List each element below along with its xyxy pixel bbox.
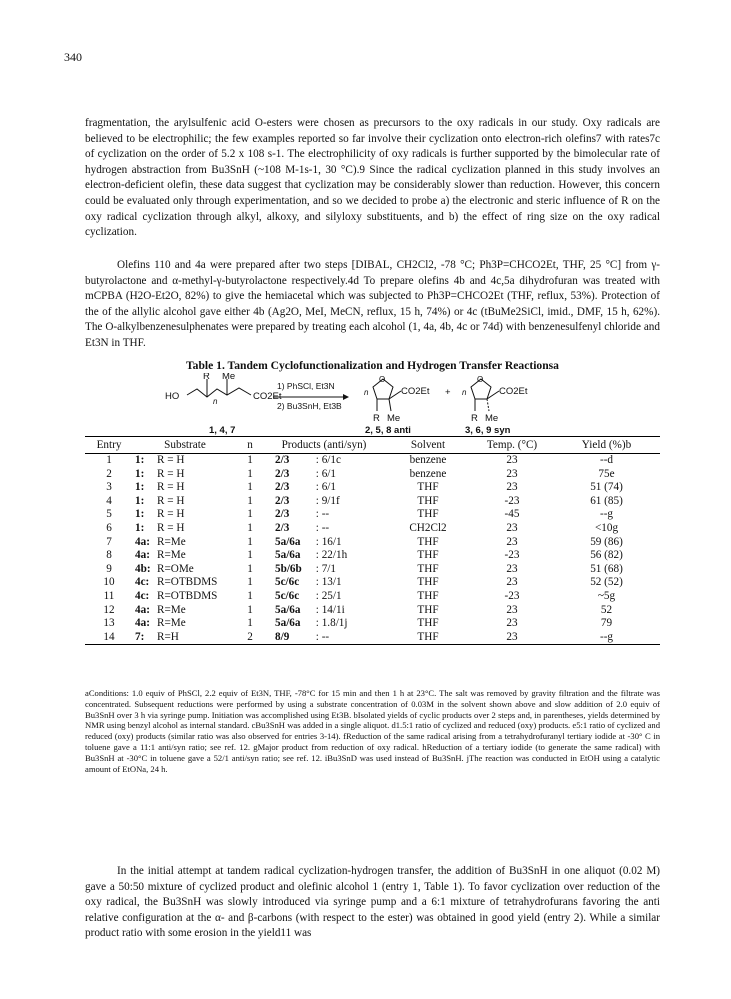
product-pair: 5a/6a — [275, 549, 301, 562]
cell-temp: 23 — [506, 562, 518, 575]
cell-entry: 8 — [106, 549, 112, 562]
cell-yield: --g — [553, 631, 660, 645]
syn-compounds-label: 3, 6, 9 syn — [465, 425, 511, 435]
table-row — [85, 576, 660, 590]
product-pair: 2/3 — [275, 521, 290, 534]
cell-substrate — [133, 576, 237, 590]
product-pair: 2/3 — [275, 467, 290, 480]
product-pair: 5c/6c — [275, 576, 300, 589]
cell-n: 1 — [247, 617, 253, 630]
cell-products — [263, 617, 385, 631]
cell-temp: -23 — [504, 549, 520, 562]
plus-sign: + — [445, 387, 451, 398]
cell-products — [263, 590, 385, 604]
substrate-r: R = H — [157, 481, 185, 494]
cell-substrate — [133, 631, 237, 645]
cell-n: 1 — [247, 454, 253, 466]
col-substrate: Substrate — [133, 437, 237, 454]
product-sep: : — [313, 562, 322, 575]
cell-solvent: CH2Cl2 — [409, 521, 447, 534]
col-n: n — [237, 437, 263, 454]
substrate-r: R=Me — [157, 617, 186, 630]
product-pair: 8/9 — [275, 630, 290, 643]
cell-solvent: THF — [417, 549, 439, 562]
substrate-id: 1: — [135, 467, 145, 480]
product-pair: 5a/6a — [275, 535, 301, 548]
table-row — [85, 549, 660, 563]
cell-products — [263, 631, 385, 645]
cell-entry: 9 — [106, 562, 112, 575]
cell-products — [263, 481, 385, 495]
cell-n: 1 — [247, 589, 253, 602]
anti-me-label: Me — [387, 413, 401, 424]
cell-yield: 59 (86) — [590, 535, 623, 548]
product-sep: : — [313, 481, 322, 494]
cell-entry: 2 — [106, 467, 112, 480]
cell-products — [263, 536, 385, 550]
cell-substrate — [133, 617, 237, 631]
col-entry: Entry — [85, 437, 133, 454]
cell-entry: 7 — [106, 535, 112, 548]
product-sep: : — [313, 589, 322, 602]
cell-yield: 61 (85) — [590, 494, 623, 507]
col-yield: Yield (%)b — [553, 437, 660, 454]
cell-products — [263, 576, 385, 590]
cell-entry: 5 — [106, 508, 112, 521]
ho-label: HO — [165, 391, 180, 402]
cell-n: 1 — [247, 521, 253, 534]
substrate-r: R=OMe — [157, 562, 194, 575]
cell-n: 1 — [247, 508, 253, 521]
cell-n: 2 — [237, 631, 263, 645]
product-pair: 5a/6a — [275, 617, 301, 630]
syn-o-label: O — [477, 375, 484, 384]
substrate-id: 4c: — [135, 576, 150, 589]
cell-products — [263, 522, 385, 536]
step1-label: 1) PhSCl, Et3N — [277, 381, 335, 391]
cell-entry: 13 — [103, 617, 115, 630]
table-row — [85, 508, 660, 522]
cell-temp: 23 — [506, 617, 518, 630]
product-ratio: 1.8/1j — [321, 617, 348, 630]
substrate-r: R = H — [157, 454, 185, 466]
cell-substrate — [133, 481, 237, 495]
cell-yield: 79 — [600, 617, 613, 630]
substrate-r: R = H — [157, 508, 185, 521]
cell-n: 1 — [247, 467, 253, 480]
cell-temp: 23 — [506, 521, 518, 534]
substrate-r: R=Me — [157, 549, 186, 562]
paragraph-3: In the initial attempt at tandem radical cyclization-hydrogen transfer, the addition of Bu3SnH in one aliquot (0.02 M) gave a 50:50 mixture of cyclized product and olefinic alcohol 1 (entry 1, Table 1). To favor cyclization over reduction of the oxy radical, the Bu3SnH was slowly introduced via syringe pump and a 6:1 mixture of tetrahydrofurans favoring the anti relative configuration at the α- and β-carbons (with respect to the ester) was obtained in good yield (entry 2). While a similar product ratio with some erosion in the yield11 was — [85, 865, 660, 940]
cell-yield: 75e — [598, 467, 615, 480]
cell-solvent: THF — [417, 617, 439, 630]
table-header-row — [85, 437, 660, 454]
table-row — [85, 536, 660, 550]
substrate-r: R = H — [157, 494, 185, 507]
substrate-id: 4c: — [135, 589, 150, 602]
cell-substrate — [133, 563, 237, 577]
cell-products — [263, 495, 385, 509]
cell-substrate — [133, 468, 237, 482]
syn-r-label: R — [471, 413, 478, 424]
table-row — [85, 454, 660, 468]
syn-n-label: n — [462, 388, 467, 397]
cell-substrate — [133, 604, 237, 618]
product-sep: : — [313, 508, 322, 521]
product-ratio: 22/1h — [321, 549, 348, 562]
cell-products — [263, 604, 385, 618]
product-ratio: 7/1 — [321, 562, 336, 575]
product-pair: 2/3 — [275, 494, 290, 507]
n-label: n — [213, 397, 218, 406]
substrate-r: R=OTBDMS — [157, 589, 218, 602]
cell-entry: 6 — [106, 521, 112, 534]
cell-entry: 14 — [85, 631, 133, 645]
cell-temp: 23 — [506, 576, 518, 589]
cell-n: 1 — [247, 562, 253, 575]
substrate-r: R = H — [157, 467, 185, 480]
reaction-scheme — [165, 373, 585, 435]
cell-substrate — [133, 536, 237, 550]
cell-temp: 23 — [506, 481, 518, 494]
cell-entry: 12 — [103, 603, 115, 616]
substrate-r: R=Me — [157, 535, 186, 548]
anti-r-label: R — [373, 413, 380, 424]
step2-label: 2) Bu3SnH, Et3B — [277, 401, 342, 411]
product-sep: : — [313, 617, 322, 630]
substrate-id: 7: — [135, 630, 145, 643]
cell-yield: --d — [599, 454, 614, 466]
substrate-id: 4a: — [135, 603, 150, 616]
cell-temp: 23 — [506, 535, 518, 548]
product-ratio: 6/1c — [321, 454, 341, 466]
product-ratio: 9/1f — [321, 494, 340, 507]
paragraph-1: fragmentation, the arylsulfenic acid O-esters were chosen as precursors to the oxy radicals in our study. Oxy radicals are believed to be electrophilic; the few examples reported so far involve their cyclization onto electron-rich olefins7 with rates7c of cyclization on the order of 5.2 x 108 s-1. The electrophilicity of oxy radicals is further supported by the bimolecular rate of hydrogen abstraction from Bu3SnH (~108 M-1s-1, 30 °C).9 Since the radical cyclization planned in this study involves an electron-deficient olefin, these data suggest that cyclization may be considerably slower than reduction. However, this concern could be evaluated only through experimentation, and so we decided to probe a) the electronic and steric influence of R on the oxy radical cyclization through alkyl, alkoxy, and silyloxy substituents, and b) the effect of ring size on the oxy radical cyclization. — [85, 117, 660, 239]
table-row — [85, 481, 660, 495]
table-row — [85, 590, 660, 604]
substrate-id: 1: — [135, 454, 145, 466]
product-sep: : — [313, 535, 322, 548]
syn-me-label: Me — [485, 413, 499, 424]
cell-solvent: THF — [417, 508, 439, 521]
col-temp: Temp. (°C) — [471, 437, 553, 454]
product-pair: 2/3 — [275, 481, 290, 494]
cell-substrate — [133, 549, 237, 563]
cell-substrate — [133, 495, 237, 509]
page-number: 340 — [64, 50, 82, 64]
cell-entry: 10 — [103, 576, 115, 589]
substrate-id: 1: — [135, 508, 145, 521]
cell-solvent: THF — [417, 562, 439, 575]
cell-substrate — [133, 590, 237, 604]
cell-solvent: THF — [417, 589, 439, 602]
product-ratio: -- — [321, 508, 330, 521]
co2et-anti: CO2Et — [401, 386, 430, 397]
start-chain — [187, 388, 251, 397]
table-row — [85, 604, 660, 618]
cell-yield: 51 (74) — [590, 481, 623, 494]
substrate-r: R=H — [157, 630, 179, 643]
product-pair: 5c/6c — [275, 589, 300, 602]
cell-products — [263, 549, 385, 563]
anti-o-label: O — [379, 375, 386, 384]
substrate-id: 4a: — [135, 549, 150, 562]
product-ratio: 16/1 — [321, 535, 342, 548]
substrate-r: R=OTBDMS — [157, 576, 218, 589]
product-ratio: 25/1 — [321, 589, 342, 602]
product-pair: 5b/6b — [275, 562, 302, 575]
table-row — [85, 631, 660, 645]
cell-solvent: THF — [417, 481, 439, 494]
anti-n-label: n — [364, 388, 369, 397]
cell-products — [263, 468, 385, 482]
product-sep: : — [313, 549, 322, 562]
substrate-id: 1: — [135, 494, 145, 507]
product-sep: : — [313, 454, 322, 466]
substrate-r: R=Me — [157, 603, 186, 616]
product-sep: : — [313, 603, 322, 616]
product-sep: : — [313, 630, 322, 643]
product-pair: 2/3 — [275, 454, 290, 466]
cell-temp: -45 — [504, 508, 520, 521]
paragraph-2: Olefins 110 and 4a were prepared after two steps [DIBAL, CH2Cl2, -78 °C; Ph3P=CHCO2Et, THF, 25 °C] from γ-butyrolactone and α-methyl-γ-butyrolactone respectively.4d To prepare olefins 4b and 4c,5a dihydrofuran was treated with mCPBA (H2O-Et2O, 82%) to give the hemiacetal which was subjected to Ph3P=CHCO2Et (THF, reflux, 53%). Protection of the of the allylic alcohol gave either 4b (Ag2O, MeI, MeCN, reflux, 15 h, 74%) or 4c (tBuMe2SiCl, imid., DMF, 15 h, 62%). The O-alkylbenzenesulphenates were prepared by treating each alcohol (1, 4a, 4b, 4c or 74d) with benzenesulfenyl chloride and Et3N in THF. — [85, 259, 660, 349]
cell-substrate — [133, 454, 237, 468]
product-sep: : — [313, 494, 322, 507]
cell-n: 1 — [247, 603, 253, 616]
cell-n: 1 — [247, 494, 253, 507]
start-compounds-label: 1, 4, 7 — [209, 425, 236, 435]
cell-n: 1 — [247, 576, 253, 589]
cell-solvent: THF — [417, 603, 439, 616]
product-sep: : — [313, 521, 322, 534]
cell-substrate — [133, 508, 237, 522]
cell-yield: <10g — [594, 521, 619, 534]
cell-entry: 1 — [106, 454, 112, 466]
cell-yield: 56 (82) — [590, 549, 623, 562]
cell-temp: 23 — [506, 603, 518, 616]
r-label: R — [203, 373, 210, 382]
table-row — [85, 563, 660, 577]
results-table — [85, 436, 660, 645]
cell-solvent: THF — [385, 631, 471, 645]
cell-solvent: THF — [417, 535, 439, 548]
me-label: Me — [222, 373, 236, 382]
product-ratio: -- — [321, 521, 330, 534]
cell-n: 1 — [247, 535, 253, 548]
cell-yield: ~5g — [597, 589, 616, 602]
anti-compounds-label: 2, 5, 8 anti — [365, 425, 411, 435]
cell-products — [263, 563, 385, 577]
cell-products — [263, 454, 385, 468]
cell-solvent: benzene — [409, 454, 447, 466]
cell-yield: 52 (52) — [590, 576, 623, 589]
cell-n: 1 — [247, 549, 253, 562]
co2et-start: CO2Et — [253, 391, 282, 402]
product-ratio: 14/1i — [321, 603, 345, 616]
cell-yield: --g — [599, 508, 614, 521]
cell-temp: -23 — [504, 589, 520, 602]
substrate-id: 1: — [135, 481, 145, 494]
substrate-id: 4a: — [135, 617, 150, 630]
substrate-r: R = H — [157, 521, 185, 534]
table-title: Table 1. Tandem Cyclofunctionalization and Hydrogen Transfer Reactionsa — [186, 359, 559, 372]
cell-temp: -23 — [504, 494, 520, 507]
product-ratio: -- — [321, 630, 330, 643]
cell-temp: 23 — [506, 467, 518, 480]
table-row — [85, 468, 660, 482]
cell-substrate — [133, 522, 237, 536]
product-sep: : — [313, 467, 322, 480]
cell-n: 1 — [247, 481, 253, 494]
col-solvent: Solvent — [385, 437, 471, 454]
cell-solvent: THF — [417, 494, 439, 507]
table-row — [85, 522, 660, 536]
cell-temp: 23 — [471, 631, 553, 645]
col-products: Products (anti/syn) — [263, 437, 385, 454]
product-pair: 5a/6a — [275, 603, 301, 616]
cell-entry: 4 — [106, 494, 112, 507]
cell-temp: 23 — [506, 454, 518, 466]
table-row — [85, 495, 660, 509]
substrate-id: 1: — [135, 521, 145, 534]
cell-yield: 52 — [600, 603, 613, 616]
cell-entry: 3 — [106, 481, 112, 494]
product-pair: 2/3 — [275, 508, 290, 521]
product-ratio: 6/1 — [321, 467, 336, 480]
table-footnotes: aConditions: 1.0 equiv of PhSCl, 2.2 equiv of Et3N, THF, -78°C for 15 min and then 1 h at 23°C. The salt was removed by gravity filtration and the filtrate was concentrated. Subsequent reductions were performed by using a substrate concentration of 0.03M in the solvent shown above and slow addition of 2.0 equiv of Bu3SnH over 3 h via syringe pump. Initiation was accomplished using Et3B. bIsolated yields of cyclic products over 2 steps and, in parentheses, yields determined by NMR using benzyl alcohol as internal standard. cBu3SnH was added in a single aliquot. d1.5:1 ratio of cyclized and reduced (oxy) products. e5:1 ratio of cyclized and reduced (oxy) products (similar ratio was also observed for entries 3-14). fReduction of the same radical arising from a tetrahydrofuranyl tertiary iodide at -30° C in toluene gave a 11:1 anti/syn ratio; see ref. 12. gMajor product from reduction of oxy radical. hReduction of a tertiary iodide (to generate the same radical) with Bu3SnH at -30°C in toluene gave a 52/1 anti/syn ratio; see ref. 12. iBu3SnD was used instead of Bu3SnH. jThe reaction was conducted in EtOH using a catalytic amount of EtONa, 24 h. — [85, 688, 660, 774]
product-ratio: 13/1 — [321, 576, 342, 589]
cell-products — [263, 508, 385, 522]
cell-entry: 11 — [103, 589, 115, 602]
cell-yield: 51 (68) — [590, 562, 623, 575]
substrate-id: 4b: — [135, 562, 151, 575]
cell-solvent: benzene — [409, 467, 447, 480]
co2et-syn: CO2Et — [499, 386, 528, 397]
substrate-id: 4a: — [135, 535, 150, 548]
product-ratio: 6/1 — [321, 481, 336, 494]
table-row — [85, 617, 660, 631]
cell-solvent: THF — [417, 576, 439, 589]
product-sep: : — [313, 576, 322, 589]
